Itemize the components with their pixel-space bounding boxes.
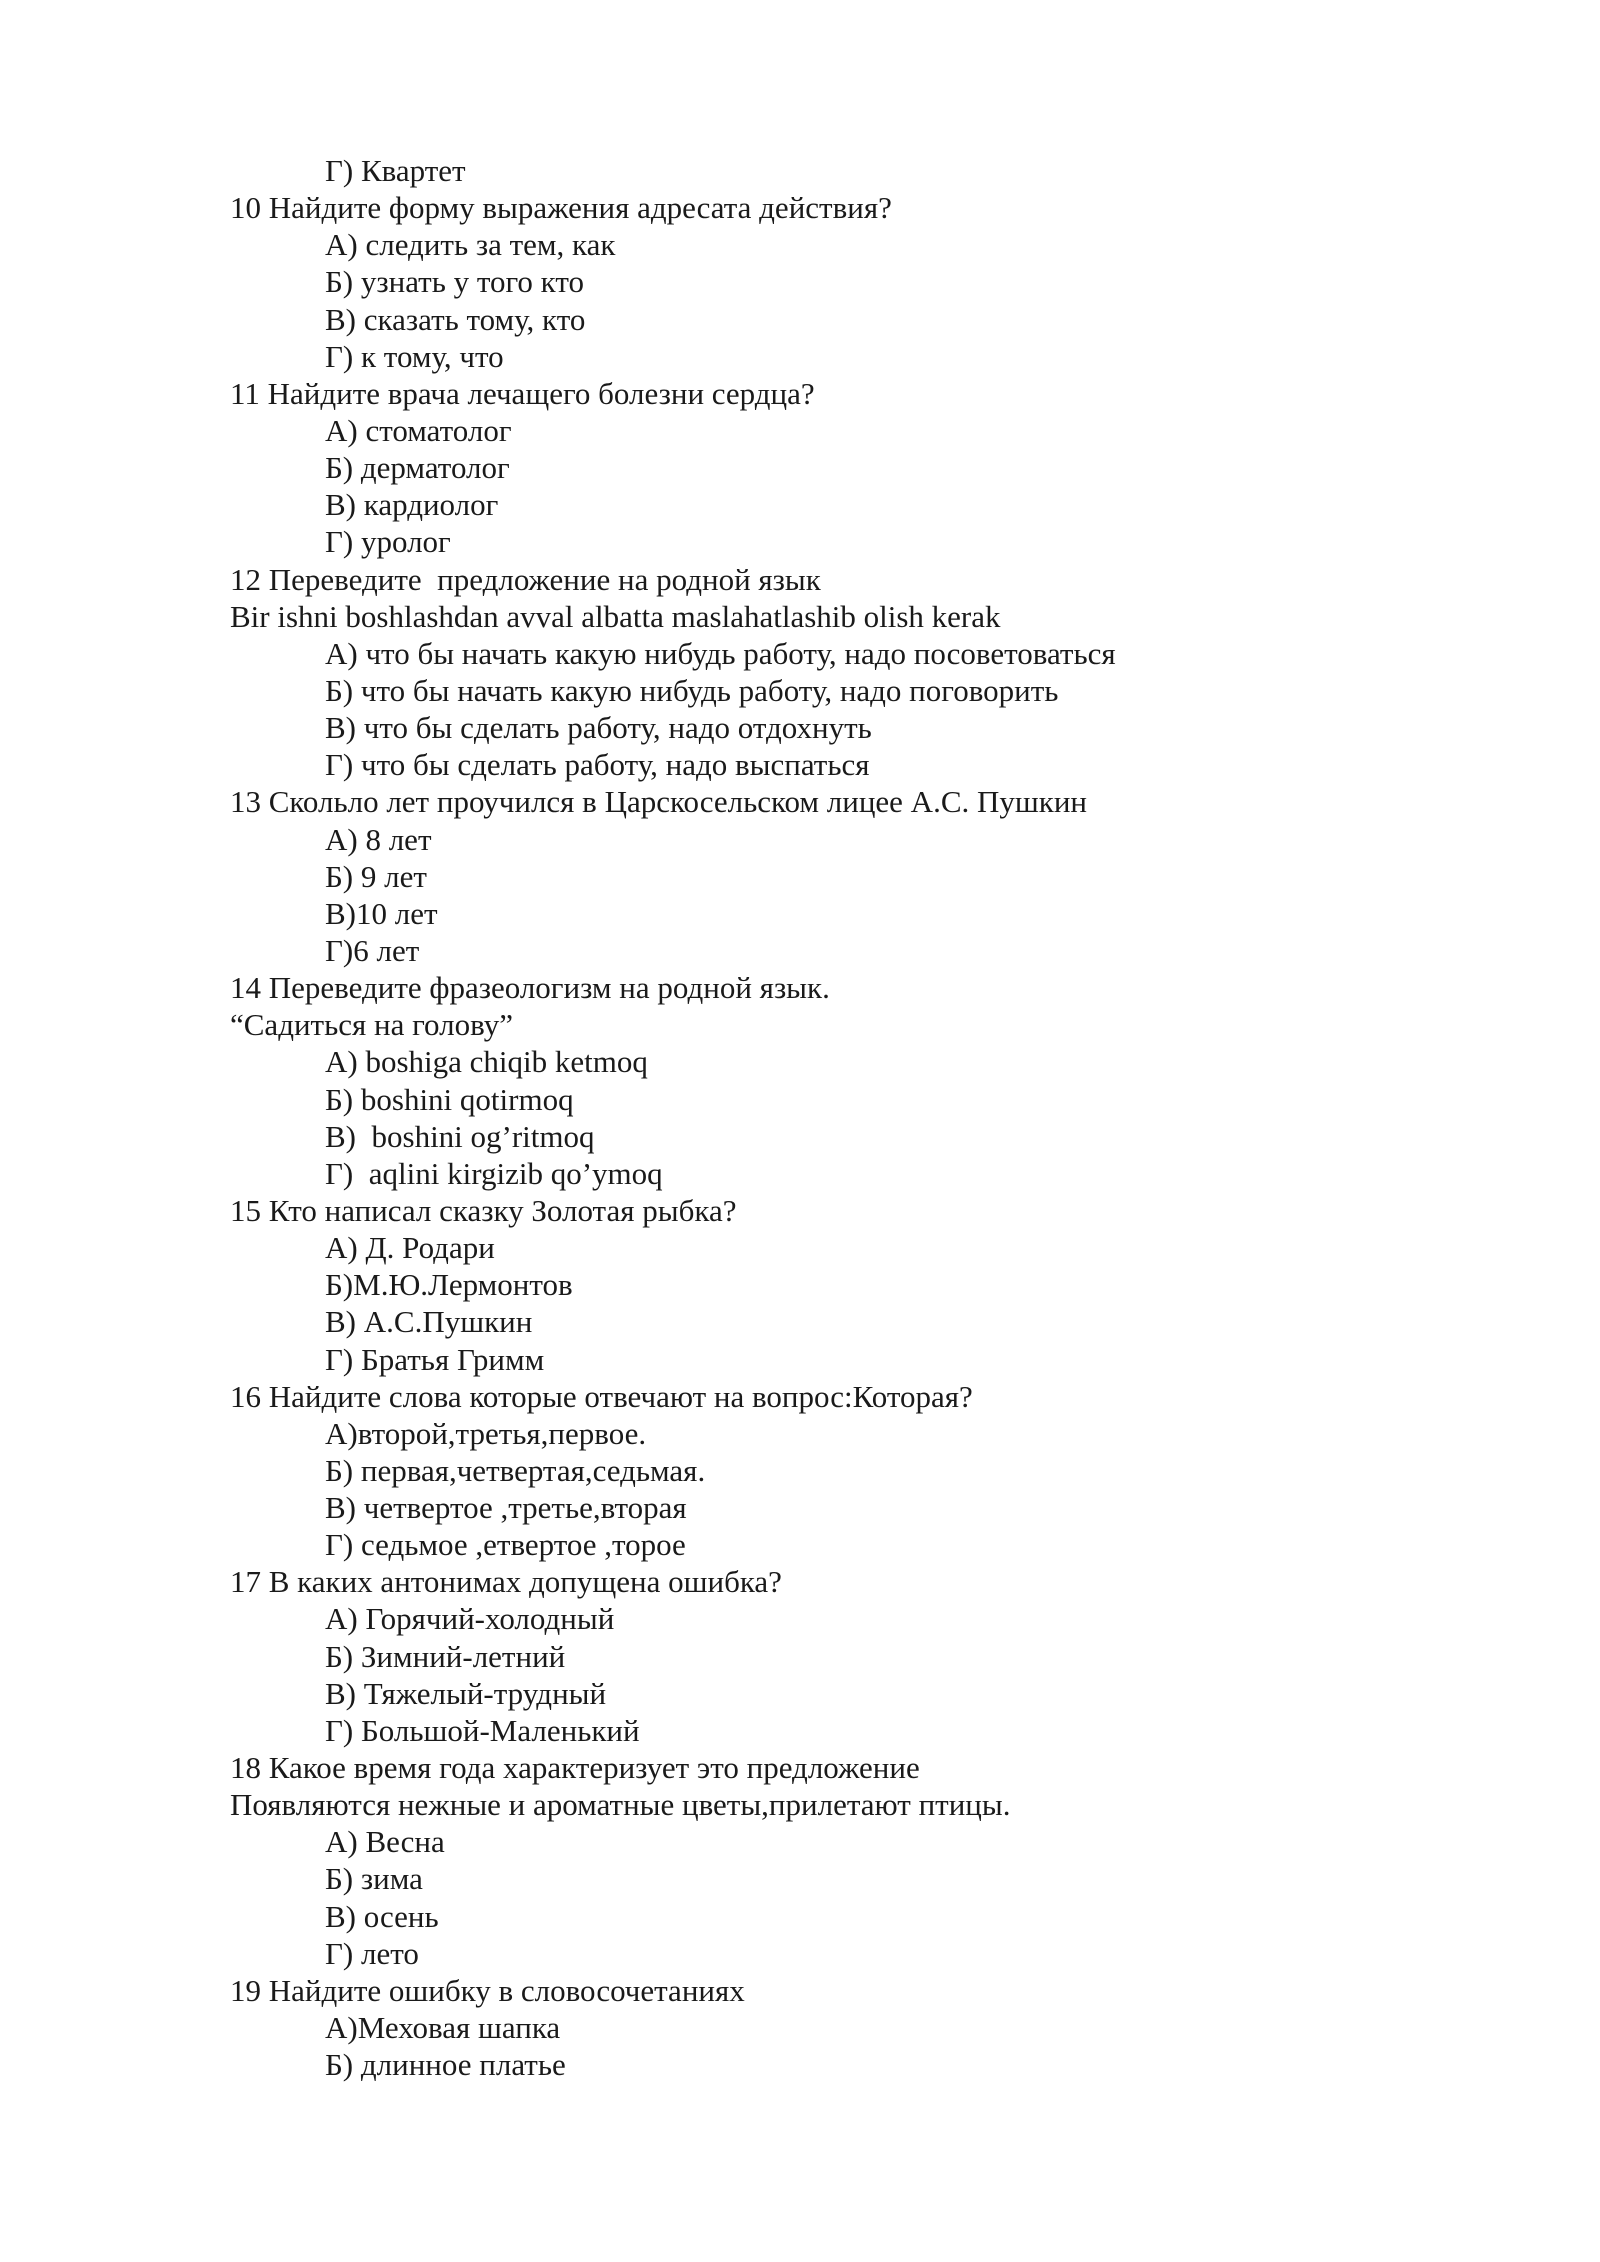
answer-option: В) Тяжелый-трудный: [325, 1675, 607, 1711]
question-text: “Садиться на голову”: [230, 1007, 513, 1043]
answer-option: В) кардиолог: [325, 487, 499, 523]
answer-option: Б) Зимний-летний: [325, 1638, 566, 1674]
answer-option: Г) что бы сделать работу, надо выспаться: [325, 747, 870, 783]
answer-option: Б) boshini qotirmoq: [325, 1081, 574, 1117]
answer-option: Б) 9 лет: [325, 858, 427, 894]
question-text: 10 Найдите форму выражения адресата действия?: [230, 190, 892, 226]
question-text: Появляются нежные и ароматные цветы,прилетают птицы.: [230, 1787, 1011, 1823]
answer-option: В)10 лет: [325, 895, 438, 931]
answer-option: Б) дерматолог: [325, 450, 510, 486]
answer-option: Г)6 лет: [325, 932, 420, 968]
answer-option: А) что бы начать какую нибудь работу, надо посоветоваться: [325, 635, 1116, 671]
answer-option: Г) Братья Гримм: [325, 1341, 545, 1377]
question-text: Bir ishni boshlashdan avval albatta maslahatlashib olish kerak: [230, 598, 1001, 634]
answer-option: Б) первая,четвертая,седьмая.: [325, 1452, 706, 1488]
quiz-text: [230, 152, 1530, 2083]
question-text: 18 Какое время года характеризует это предложение: [230, 1750, 920, 1786]
answer-option: А) Весна: [325, 1824, 445, 1860]
answer-option: Г) aqlini kirgizib qo’ymoq: [325, 1155, 663, 1191]
question-text: 16 Найдите слова которые отвечают на вопрос:Которая?: [230, 1378, 973, 1414]
answer-option: А) следить за тем, как: [325, 227, 616, 263]
answer-option: В) что бы сделать работу, надо отдохнуть: [325, 710, 872, 746]
answer-option: Г) Квартет: [325, 153, 466, 188]
answer-option: А) Д. Родари: [325, 1230, 495, 1266]
answer-option: А) Горячий-холодный: [325, 1601, 615, 1637]
answer-option: В) сказать тому, кто: [325, 301, 586, 337]
answer-option: Г) лето: [325, 1935, 419, 1971]
answer-option: Б) зима: [325, 1861, 423, 1897]
answer-option: В) четвертое ,третье,вторая: [325, 1490, 687, 1526]
question-text: 17 В каких антонимах допущена ошибка?: [230, 1564, 782, 1600]
answer-option: Б)М.Ю.Лермонтов: [325, 1267, 573, 1303]
answer-option: А) стоматолог: [325, 412, 512, 448]
answer-option: Г) к тому, что: [325, 338, 504, 374]
answer-option: Б) что бы начать какую нибудь работу, надо поговорить: [325, 672, 1059, 708]
answer-option: Б) узнать у того кто: [325, 264, 584, 300]
question-text: 13 Скольло лет проучился в Царскосельском лицее А.С. Пушкин: [230, 784, 1087, 820]
answer-option: А)Меховая шапка: [325, 2010, 561, 2046]
question-text: 19 Найдите ошибку в словосочетаниях: [230, 1972, 745, 2008]
question-text: 11 Найдите врача лечащего болезни сердца?: [230, 375, 815, 411]
question-text: 15 Кто написал сказку Золотая рыбка?: [230, 1192, 737, 1228]
answer-option: Г) уролог: [325, 524, 451, 560]
question-text: 14 Переведите фразеологизм на родной язык.: [230, 970, 830, 1006]
answer-option: Г) Большой-Маленький: [325, 1712, 640, 1748]
answer-option: Г) седьмое ,етвертое ,торое: [325, 1527, 686, 1563]
answer-option: В) А.С.Пушкин: [325, 1304, 533, 1340]
answer-option: Б) длинное платье: [325, 2047, 566, 2083]
question-text: 12 Переведите предложение на родной язык: [230, 561, 821, 597]
answer-option: А) boshiga chiqib ketmoq: [325, 1044, 648, 1080]
answer-option: В) boshini og’ritmoq: [325, 1118, 595, 1154]
answer-option: В) осень: [325, 1898, 439, 1934]
answer-option: А) 8 лет: [325, 821, 432, 857]
answer-option: А)второй,третья,первое.: [325, 1415, 647, 1451]
